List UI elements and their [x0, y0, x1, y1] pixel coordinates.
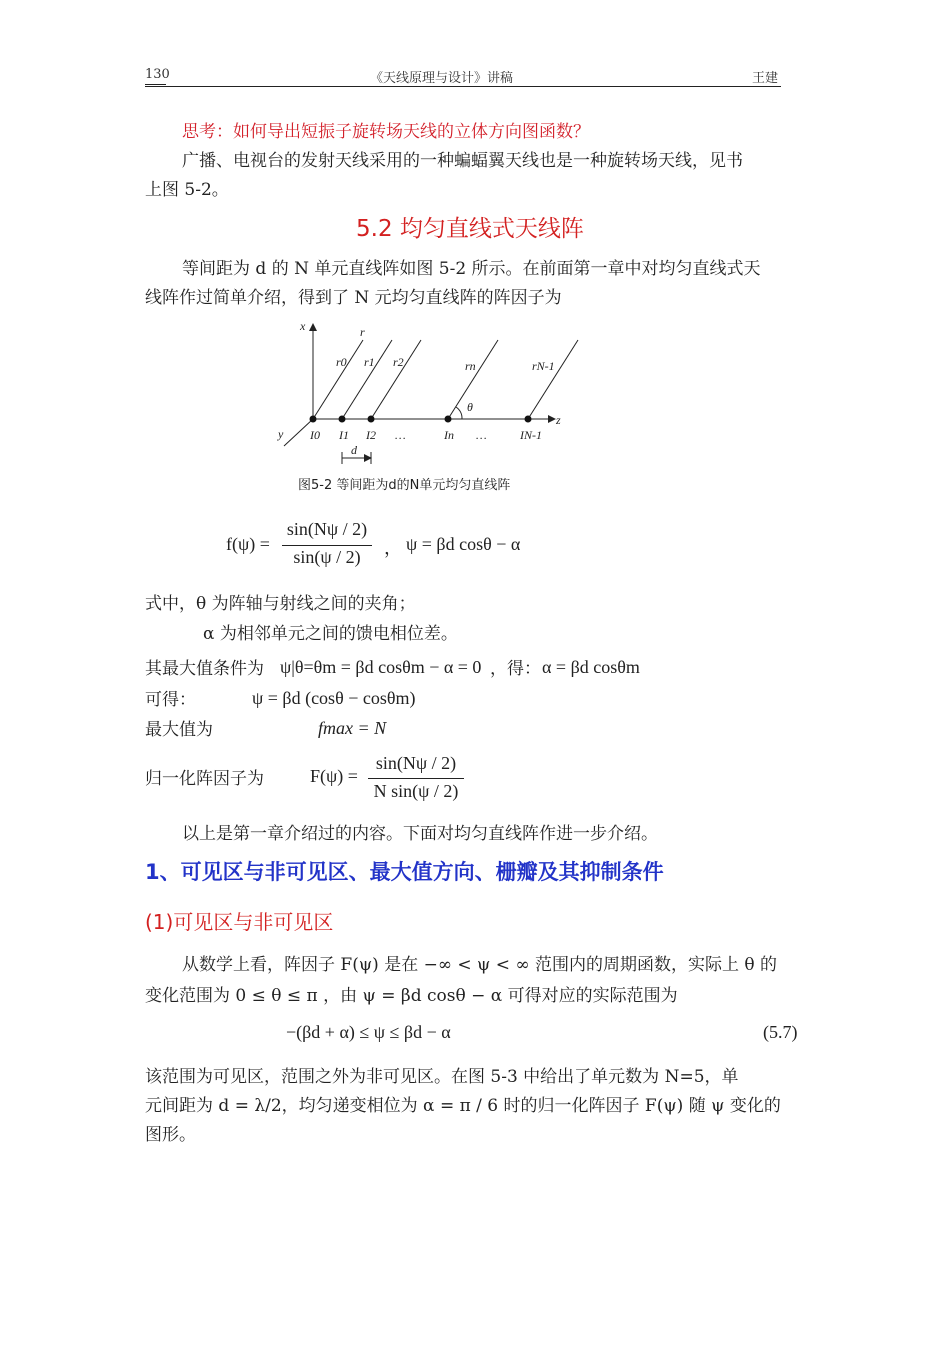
label-r: r: [360, 325, 365, 339]
eq1-separator: ，: [384, 538, 402, 558]
maxval-expr: fmax = N: [318, 718, 387, 738]
book-title: 《天线原理与设计》讲稿: [370, 71, 514, 86]
maxcond-expr: ψ|θ=θm = βd cosθm − α = 0: [280, 657, 482, 677]
label-I0: I0: [310, 428, 320, 442]
para4-line2: 变化范围为 0 ≤ θ ≤ π ，由 ψ = βd cosθ − α 可得对应的实际范围为: [145, 986, 678, 1006]
norm-denominator: N sin(ψ / 2): [373, 781, 459, 801]
heading-1: 1、可见区与非可见区、最大值方向、栅瓣及其抑制条件: [145, 860, 664, 884]
label-rn: rn: [465, 359, 476, 373]
author: 王建: [752, 71, 779, 86]
page-number-underline: [145, 84, 166, 85]
maxcond-label: 其最大值条件为: [145, 659, 264, 679]
eq1-lhs: f(ψ) =: [226, 534, 270, 554]
label-r1: r1: [364, 355, 375, 369]
eq1-fraction-bar: [282, 545, 372, 546]
para5-line2: 元间距为 d = λ/2，均匀递变相位为 α = π / 6 时的归一化阵因子 F(ψ) 随 ψ 变化的: [145, 1096, 781, 1116]
where-line1: 式中，θ 为阵轴与射线之间的夹角；: [145, 594, 416, 614]
label-theta: θ: [467, 400, 473, 414]
element-dot: [339, 416, 346, 423]
page-number: 130: [145, 67, 170, 82]
para1-line2: 上图 5-2。: [145, 180, 229, 200]
norm-numerator: sin(Nψ / 2): [375, 753, 457, 773]
ray-rn: [448, 340, 498, 419]
label-I2: I2: [366, 428, 376, 442]
label-dots: …: [476, 428, 487, 442]
para5-line3: 图形。: [145, 1125, 196, 1145]
element-dot: [525, 416, 532, 423]
ray-r2: [371, 340, 421, 419]
label-I1: I1: [339, 428, 349, 442]
norm-lhs: F(ψ) =: [310, 766, 358, 786]
eq1-rhs: ψ = βd cosθ − α: [406, 534, 521, 554]
ray-rN-1: [528, 340, 578, 419]
label-d: d: [351, 443, 357, 457]
heading-2: (1)可见区与非可见区: [145, 910, 334, 934]
para5-line1: 该范围为可见区，范围之外为非可见区。在图 5-3 中给出了单元数为 N=5，单: [145, 1067, 739, 1087]
y-axis: [284, 419, 313, 446]
maxcond-result: α = βd cosθm: [542, 657, 640, 677]
norm-label: 归一化阵因子为: [145, 769, 264, 789]
label-dots: …: [395, 428, 406, 442]
para4-line1: 从数学上看，阵因子 F(ψ) 是在 −∞ < ψ < ∞ 范围内的周期函数，实际上 θ 的: [182, 955, 778, 975]
canget-expr: ψ = βd (cosθ − cosθm): [252, 688, 416, 708]
maxval-label: 最大值为: [145, 720, 213, 740]
label-r0: r0: [336, 355, 347, 369]
eq57-expr: −(βd + α) ≤ ψ ≤ βd − α: [286, 1022, 451, 1042]
maxcond-get: ，得：: [490, 659, 541, 679]
header-rule: [145, 86, 781, 87]
norm-fraction-bar: [368, 778, 464, 779]
label-r2: r2: [393, 355, 404, 369]
para2-line2: 线阵作过简单介绍，得到了 N 元均匀直线阵的阵因子为: [145, 288, 562, 308]
eq57-number: (5.7): [763, 1022, 798, 1042]
think-question: 思考：如何导出短振子旋转场天线的立体方向图函数？: [182, 122, 590, 142]
theta-arc: [456, 407, 462, 419]
ray-r0: [313, 340, 363, 419]
figure-caption: 图5-2 等间距为d的N单元均匀直线阵: [298, 478, 511, 493]
element-dot: [368, 416, 375, 423]
label-In: In: [444, 428, 454, 442]
label-rN-1: rN-1: [532, 359, 555, 373]
canget-label: 可得：: [145, 690, 196, 710]
label-x: x: [300, 319, 306, 333]
where-line2: α 为相邻单元之间的馈电相位差。: [203, 624, 458, 644]
para2-line1: 等间距为 d 的 N 单元直线阵如图 5-2 所示。在前面第一章中对均匀直线式天: [182, 259, 761, 279]
element-dot: [310, 416, 317, 423]
eq1-numerator: sin(Nψ / 2): [286, 519, 368, 539]
para1-line1: 广播、电视台的发射天线采用的一种蝙蝠翼天线也是一种旋转场天线，见书: [182, 151, 743, 171]
eq1-denominator: sin(ψ / 2): [293, 547, 361, 567]
ray-r1: [342, 340, 392, 419]
array-figure: [270, 318, 600, 478]
label-y: y: [278, 427, 284, 441]
label-z: z: [556, 413, 561, 427]
section-title: 5.2 均匀直线式天线阵: [356, 216, 584, 242]
para3: 以上是第一章介绍过的内容。下面对均匀直线阵作进一步介绍。: [182, 824, 658, 844]
label-IN-1: IN-1: [520, 428, 542, 442]
element-dot: [445, 416, 452, 423]
